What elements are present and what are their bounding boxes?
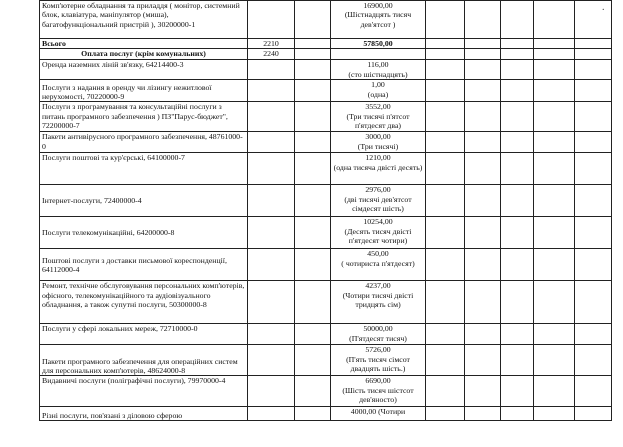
item-name: Послуги з програмування та консультаційні послуги з питань програмного забезпечення ) ПЗ"Парус-бюджет", 72200000-7 xyxy=(40,102,248,132)
table-row xyxy=(40,345,612,376)
item-amount: 6690,00 (Шість тисяч шістсот дев'яносто) xyxy=(331,376,426,407)
item-amount: 50000,00 (П'ятдесят тисяч) xyxy=(331,324,426,345)
item-code: 2240 xyxy=(248,49,295,60)
table-row xyxy=(40,39,612,49)
item-name: Послуги телекомунікаційні, 64200000-8 xyxy=(40,217,248,249)
budget-table xyxy=(39,0,612,421)
item-name: Комп'ютерне обладнання та приладдя ( монітор, системний блок, клавіатура, маніпулятор (миша), багатофункціональний пристрій ), 30200000-1 xyxy=(40,1,248,39)
section-heading: Оплата послуг (крім комунальних) xyxy=(40,49,248,60)
scan-speck: . xyxy=(602,2,605,13)
item-name: Послуги поштові та кур'єрські, 64100000-7 xyxy=(40,153,248,185)
item-amount: 16900,00 (Шістнадцять тисяч дев'ятсот ) xyxy=(331,1,426,39)
item-amount xyxy=(331,49,426,60)
table-row xyxy=(40,407,612,421)
item-name: Послуги з надання в оренду чи лізингу нежитлової нерухомості, 70220000-9 xyxy=(40,80,248,102)
item-name: Послуги у сфері локальних мереж, 72710000-0 xyxy=(40,324,248,345)
table-row xyxy=(40,249,612,281)
table-row xyxy=(40,132,612,153)
item-amount: 3552,00 (Три тисячі п'ятсот п'ятдесят два) xyxy=(331,102,426,132)
table-row xyxy=(40,49,612,60)
item-amount: 3000,00 (Три тисячі) xyxy=(331,132,426,153)
item-amount: 4237,00 (Чотири тисячі двісті тридцять сім) xyxy=(331,281,426,324)
item-name: Оренда наземних ліній зв'язку, 64214400-3 xyxy=(40,60,248,80)
item-amount: 1,00 (одна) xyxy=(331,80,426,102)
table-row xyxy=(40,80,612,102)
item-name: Поштові послуги з доставки письмової кореспонденції, 64112000-4 xyxy=(40,249,248,281)
item-name: Видавничі послуги (поліграфічні послуги), 79970000-4 xyxy=(40,376,248,407)
item-amount: 116,00 (сто шістнадцять) xyxy=(331,60,426,80)
table-row xyxy=(40,102,612,132)
item-name: Різні послуги, пов'язані з діловою сферою xyxy=(40,407,248,421)
table-row xyxy=(40,217,612,249)
table-row xyxy=(40,324,612,345)
item-name: Пакети антивірусного програмного забезпечення, 48761000-0 xyxy=(40,132,248,153)
item-amount: 1210,00 (одна тисяча двісті десять) xyxy=(331,153,426,185)
item-amount: 2976,00 (дві тисячі дев'ятсот сімдесят шість) xyxy=(331,185,426,217)
item-name: Інтернет-послуги, 72400000-4 xyxy=(40,185,248,217)
item-name: Ремонт, технічне обслуговування персональних комп'ютерів, офісного, телекомунікаційного та аудіовізуального обладнання, а також супутні послуги, 50300000-8 xyxy=(40,281,248,324)
item-code xyxy=(248,1,295,39)
item-amount: 57850,00 xyxy=(331,39,426,49)
item-code: 2210 xyxy=(248,39,295,49)
table-row xyxy=(40,185,612,217)
item-name: Пакети програмного забезпечення для операційних систем для персональних комп'ютерів, 48624000-8 xyxy=(40,345,248,376)
table-row xyxy=(40,1,612,39)
item-amount: 10254,00 (Десять тисяч двісті п'ятдесят чотири) xyxy=(331,217,426,249)
table-row xyxy=(40,153,612,185)
item-amount: 4000,00 (Чотири xyxy=(331,407,426,421)
item-amount: 5726,00 (П'ять тисяч сімсот двадцять шість.) xyxy=(331,345,426,376)
table-row xyxy=(40,60,612,80)
table-row xyxy=(40,376,612,407)
table-row xyxy=(40,281,612,324)
item-amount: 450,00 ( чотириста п'ятдесят) xyxy=(331,249,426,281)
item-name: Всього xyxy=(40,39,248,49)
